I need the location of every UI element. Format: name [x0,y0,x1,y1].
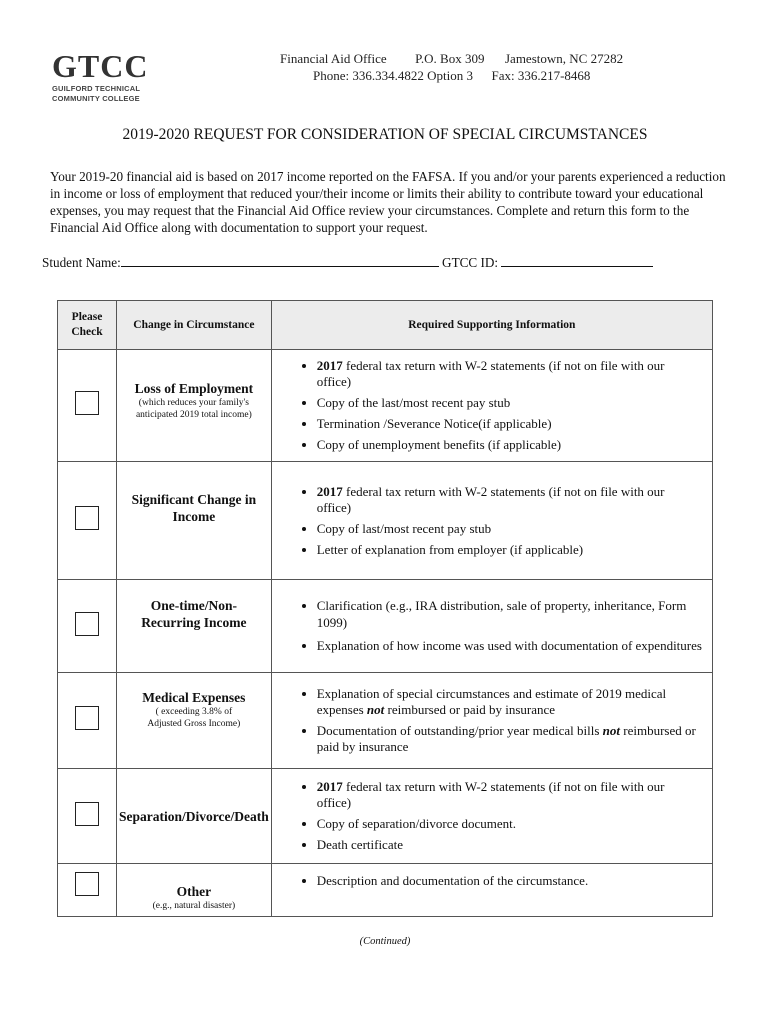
requirements-list [292,873,702,889]
form-title: 2019-2020 REQUEST FOR CONSIDERATION OF SPECIAL CIRCUMSTANCES [122,126,648,143]
circumstance-note: Adjusted Gross Income) [147,719,241,729]
requirements-cell [271,864,712,917]
list-item: • Description and documentation of the circumstance. [317,873,702,889]
list-item: • Copy of last/most recent pay stub [317,521,702,537]
list-item: • Copy of separation/divorce document. [317,816,702,832]
circumstance-note: (which reduces your family's [138,398,249,408]
check-cell [58,580,117,673]
city-address: Jamestown, NC 27282 [504,51,624,66]
table-row [58,462,713,580]
circumstance-note: anticipated 2019 total income) [135,410,252,420]
list-item: • Termination /Severance Notice(if applicable) [317,416,702,432]
requirements-cell [271,769,712,864]
office-name: Financial Aid Office [280,51,387,66]
phone-number: Phone: 336.334.4822 Option 3 [313,68,473,83]
check-cell [58,462,117,580]
requirements-list [292,686,702,755]
student-name-field[interactable] [121,254,439,267]
table-row [58,580,713,673]
circumstance-note: (e.g., natural disaster) [152,901,236,911]
other-checkbox[interactable] [75,872,99,896]
intro-paragraph: Your 2019-20 financial aid is based on 2017 income reported on the FAFSA. If you and/or your parents experienced a reduction in income or loss of employment that reduced your/their income or limits their ability to contribute toward your educational expenses, you may request that the Financial Aid Office review your circumstances. Complete and return this form to the Financial Aid Office along with documentation to support your request. [50,169,726,235]
header-please-check: Please Check [58,301,117,350]
continued-note: (Continued) [359,936,411,947]
circumstance-title: Separation/Divorce/Death [119,808,269,824]
circumstance-title-line2: Recurring Income [141,615,247,630]
circumstance-title: Other [176,884,212,899]
circumstances-table [57,300,713,917]
one-time-income-checkbox[interactable] [75,612,99,636]
circumstance-title: Loss of Employment [134,381,254,396]
check-cell [58,769,117,864]
list-item: • Clarification (e.g., IRA distribution, sale of property, inheritance, Form 1099) [317,597,702,631]
header-required-info: Required Supporting Information [271,301,712,350]
check-cell [58,350,117,462]
significant-change-checkbox[interactable] [75,506,99,530]
list-item: • 2017 federal tax return with W-2 statements (if not on file with our office) [317,779,702,811]
table-row [58,673,713,769]
list-item: • Death certificate [317,837,702,853]
circumstance-cell [117,580,272,673]
medical-expenses-checkbox[interactable] [75,706,99,730]
requirements-cell [271,350,712,462]
requirements-list [292,597,702,655]
requirements-cell [271,580,712,673]
circumstance-title-line1: One-time/Non- [150,598,237,613]
requirements-list [292,484,702,558]
requirements-list [292,779,702,853]
circumstance-cell [117,673,272,769]
table-row [58,769,713,864]
gtcc-logo [52,50,152,104]
list-item: • Explanation of how income was used with documentation of expenditures [317,636,702,655]
list-item: • 2017 federal tax return with W-2 statements (if not on file with our office) [317,358,702,390]
list-item: • Letter of explanation from employer (if applicable) [317,542,702,558]
check-cell [58,864,117,917]
list-item: • Copy of unemployment benefits (if applicable) [317,437,702,453]
gtcc-id-field[interactable] [501,254,653,267]
list-item: • Explanation of special circumstances and estimate of 2019 medical expenses not reimbursed or paid by insurance [317,686,702,718]
table-row [58,864,713,917]
circumstance-title: Significant Change in Income [131,491,257,524]
check-cell [58,673,117,769]
table-header-row [58,301,713,350]
circumstance-title: Medical Expenses [142,690,246,705]
requirements-cell [271,673,712,769]
fax-number: Fax: 336.217-8468 [491,68,591,83]
circumstance-note: ( exceeding 3.8% of [155,707,233,717]
gtcc-id-label: GTCC ID: [442,255,499,270]
circumstance-cell [117,769,272,864]
table-row [58,350,713,462]
header-change-in-circumstance: Change in Circumstance [117,301,272,350]
po-box: P.O. Box 309 [415,51,485,66]
requirements-list [292,358,702,453]
separation-divorce-death-checkbox[interactable] [75,802,99,826]
circumstance-cell [117,462,272,580]
student-name-label: Student Name: [42,255,121,270]
circumstance-cell [117,350,272,462]
loss-of-employment-checkbox[interactable] [75,391,99,415]
logo-subtitle: GUILFORD TECHNICAL COMMUNITY COLLEGE [52,84,141,103]
list-item: • 2017 federal tax return with W-2 statements (if not on file with our office) [317,484,702,516]
list-item: • Copy of the last/most recent pay stub [317,395,702,411]
student-info-line [42,254,653,271]
contact-info [280,50,623,84]
list-item: • Documentation of outstanding/prior year medical bills not reimbursed or paid by insurance [317,723,702,755]
circumstance-cell [117,864,272,917]
requirements-cell [271,462,712,580]
logo-wordmark: GTCC [52,48,149,84]
